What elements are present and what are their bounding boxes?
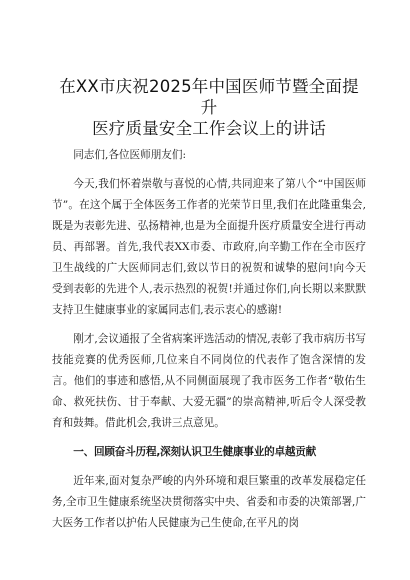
section-heading-1: 一、回顾奋斗历程,深刻认识卫生健康事业的卓越贡献 bbox=[73, 446, 317, 458]
speech-title bbox=[52, 76, 366, 139]
salutation: 同志们,各位医师朋友们: bbox=[73, 149, 187, 161]
title-line-2: 医疗质量安全工作会议上的讲话 bbox=[92, 119, 326, 138]
title-line-1: 在XX市庆祝2025年中国医师节暨全面提升 bbox=[59, 77, 359, 117]
paragraph-section-1: 近年来,面对复杂严峻的内外环境和艰巨繁重的改革发展稳定任务,全市卫生健康系统坚决贯彻落实中央、省委和市委的决策部署,广大医务工作者以护佑人民健康为己生使命,在平凡的岗 bbox=[52, 475, 366, 529]
paragraph-opening: 今天,我们怀着崇敬与喜悦的心情,共同迎来了第八个“中国医师节”。在这个属于全体医务工作者的光荣节日里,我们在此隆重集会,既是为表彰先进、弘扬精神,也是为全面提升医疗质量安全进行再动员、再部署。首先,我代表XX市委、市政府,向辛勤工作在全市医疗卫生战线的广大医师同志们,致以节日的祝贺和诚挚的慰问!向今天受到表彰的先进个人,表示热烈的祝贺!并通过你们,向长期以来默默支持卫生健康事业的家属同志们,表示衷心的感谢! bbox=[52, 178, 366, 316]
paragraph-meeting-review: 刚才,会议通报了全省病案评选活动的情况,表彰了我市病历书写技能竞赛的优秀医师,几位来自不同岗位的代表作了饱含深情的发言。他们的事迹和感悟,从不同侧面展现了我市医务工作者“敬佑生命、救死扶伤、甘于奉献、大爱无疆”的崇高精神,听后令人深受教育和鼓舞。借此机会,我讲三点意见。 bbox=[52, 333, 366, 429]
